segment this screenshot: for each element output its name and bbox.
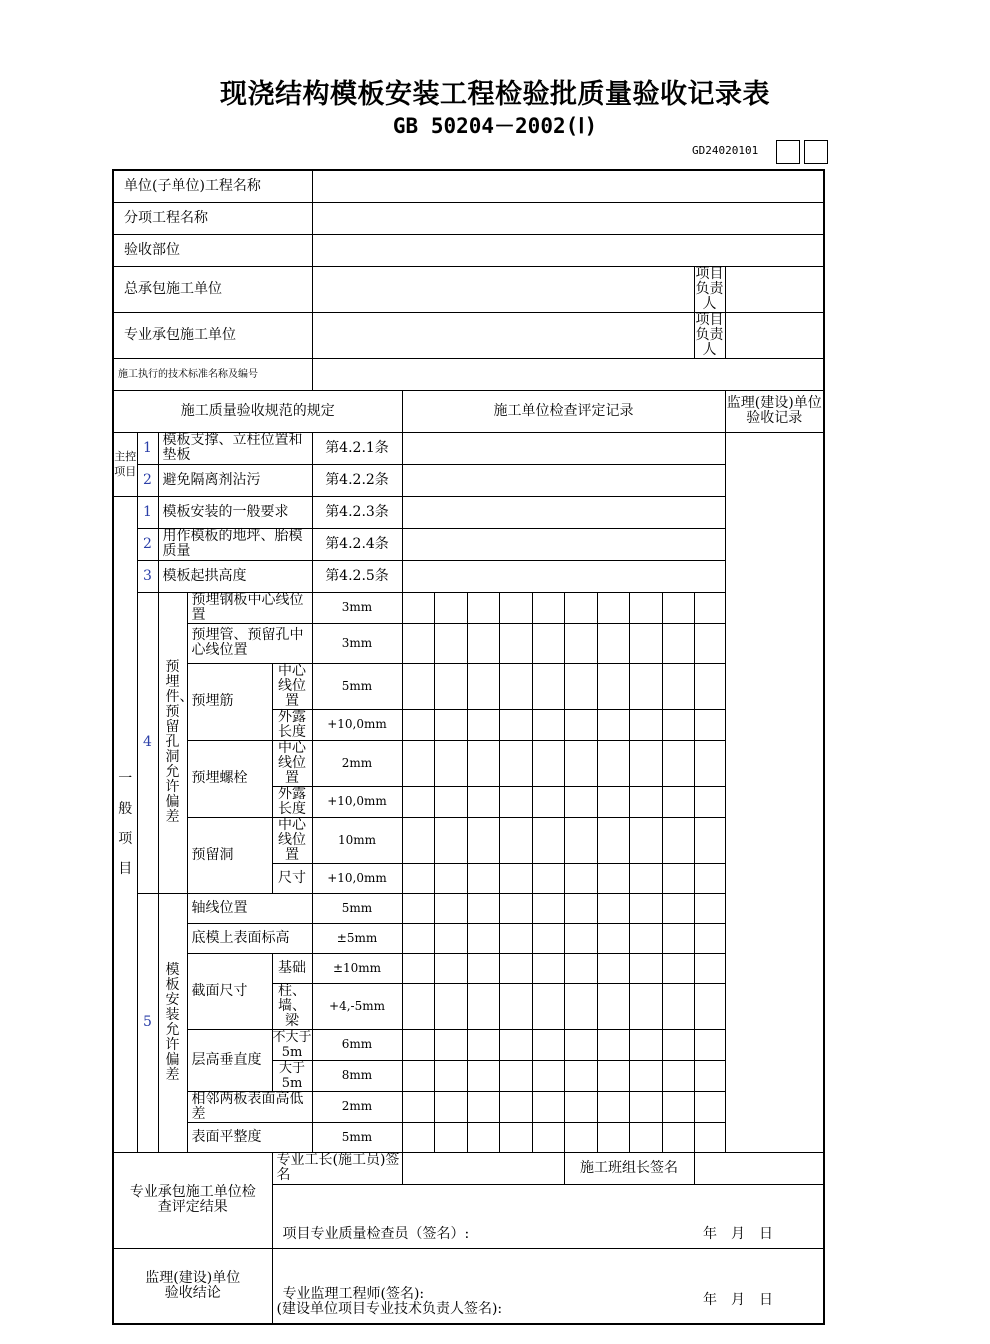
measure-cell[interactable] [467,923,499,953]
unit-project-name-label: 单位(子单位)工程名称 [113,170,312,202]
measure-cell[interactable] [402,709,434,740]
measure-cell[interactable] [597,817,629,863]
measure-cell[interactable] [694,1060,725,1091]
measure-cell[interactable] [564,709,597,740]
measure-cell[interactable] [402,863,434,893]
le5-label: 不大于5m [272,1029,312,1060]
foundation-tol: ±10mm [312,953,402,983]
hole-label: 预留洞 [187,817,272,893]
measure-cell[interactable] [694,740,725,786]
measure-cell[interactable] [597,786,629,817]
code-box-1[interactable] [776,140,800,164]
measure-cell[interactable] [662,1091,694,1122]
measure-cell[interactable] [662,863,694,893]
measure-cell[interactable] [629,863,662,893]
flatness-tol: 5mm [312,1122,402,1152]
bottom-elev-label: 底模上表面标高 [187,923,312,953]
main-item-desc: 模板支撑、立柱位置和垫板 [158,432,312,464]
measure-cell[interactable] [694,592,725,623]
measure-cell[interactable] [434,1091,467,1122]
hole-size-label: 尺寸 [272,863,312,893]
measure-cell[interactable] [532,663,564,709]
measure-cell[interactable] [402,1122,434,1152]
measure-cell[interactable] [499,786,532,817]
measure-cell[interactable] [629,786,662,817]
column-label: 柱、墙、梁 [272,983,312,1029]
measure-cell[interactable] [694,709,725,740]
sub-project-name-field[interactable] [312,202,824,234]
measure-cell[interactable] [662,1060,694,1091]
measure-cell[interactable] [467,786,499,817]
general-item-record[interactable] [402,528,725,560]
measure-cell[interactable] [532,1029,564,1060]
measure-cell[interactable] [402,923,434,953]
measure-cell[interactable] [694,953,725,983]
standard-name-label: 施工执行的技术标准名称及编号 [113,358,312,390]
measure-cell[interactable] [402,786,434,817]
bottom-elev-tol: ±5mm [312,923,402,953]
measure-cell[interactable] [402,740,434,786]
measure-cell[interactable] [597,923,629,953]
measure-cell[interactable] [694,786,725,817]
measure-cell[interactable] [694,817,725,863]
measure-cell[interactable] [564,983,597,1029]
measure-cell[interactable] [532,786,564,817]
measure-cell[interactable] [532,623,564,663]
measure-cell[interactable] [662,709,694,740]
measure-cell[interactable] [402,817,434,863]
measure-cell[interactable] [597,863,629,893]
gt5-tol: 8mm [312,1060,402,1091]
rebar-exposed-label: 外露长度 [272,709,312,740]
measure-cell[interactable] [662,623,694,663]
measure-cell[interactable] [629,592,662,623]
measure-cell[interactable] [597,1029,629,1060]
acceptance-part-label: 验收部位 [113,234,312,266]
measure-cell[interactable] [499,709,532,740]
general-contractor-field[interactable] [312,266,694,312]
quality-inspector-cell[interactable] [272,1184,824,1248]
measure-cell[interactable] [694,1091,725,1122]
measure-cell[interactable] [467,817,499,863]
sub-project-name-label: 分项工程名称 [113,202,312,234]
measure-cell[interactable] [499,663,532,709]
general-item-clause: 第4.2.4条 [312,528,402,560]
special-manager-field[interactable] [725,312,824,358]
bolt-exposed-label: 外露长度 [272,786,312,817]
measure-cell[interactable] [499,863,532,893]
measure-cell[interactable] [434,1060,467,1091]
axis-tol: 5mm [312,893,402,923]
measure-cell[interactable] [434,786,467,817]
measure-cell[interactable] [467,623,499,663]
measure-cell[interactable] [402,893,434,923]
group5-label [158,893,187,1152]
measure-cell[interactable] [434,1122,467,1152]
measure-cell[interactable] [662,953,694,983]
measure-cell[interactable] [532,983,564,1029]
measure-cell[interactable] [597,1122,629,1152]
measure-cell[interactable] [532,592,564,623]
form-code: GD24020101 [692,144,759,157]
team-leader-sign-field[interactable] [694,1152,824,1184]
foreman-sign-field[interactable] [402,1152,564,1184]
general-items-label [113,496,137,1152]
group4-num: 4 [137,592,158,893]
team-leader-sign-label: 施工班组长签名 [564,1152,694,1184]
form-title: 现浇结构模板安装工程检验批质量验收记录表 [220,79,770,110]
measure-cell[interactable] [629,663,662,709]
measure-cell[interactable] [597,983,629,1029]
general-item-num: 3 [137,560,158,592]
measure-cell[interactable] [564,592,597,623]
measure-cell[interactable] [402,983,434,1029]
measure-cell[interactable] [597,1091,629,1122]
measure-cell[interactable] [499,623,532,663]
measure-cell[interactable] [597,740,629,786]
supervisor-record-field[interactable] [725,432,824,1152]
measure-cell[interactable] [499,923,532,953]
measure-cell[interactable] [694,1122,725,1152]
rebar-center-tol: 5mm [312,663,402,709]
supervisor-conclusion-label: 监理(建设)单位验收结论 [113,1248,272,1324]
measure-cell[interactable] [467,709,499,740]
measure-cell[interactable] [434,1029,467,1060]
measure-cell[interactable] [564,786,597,817]
measure-cell[interactable] [434,893,467,923]
measure-cell[interactable] [532,709,564,740]
measure-cell[interactable] [467,1029,499,1060]
hole-size-tol: +10,0mm [312,863,402,893]
measure-cell[interactable] [532,817,564,863]
pipe-label: 预埋管、预留孔中心线位置 [187,623,312,663]
measure-cell[interactable] [402,1060,434,1091]
measure-cell[interactable] [629,740,662,786]
rebar-exposed-tol: +10,0mm [312,709,402,740]
acceptance-part-field[interactable] [312,234,824,266]
general-item-num: 1 [137,496,158,528]
group5-num: 5 [137,893,158,1152]
measure-cell[interactable] [694,893,725,923]
special-manager-label: 项目负责人 [695,311,724,358]
measure-cell[interactable] [564,663,597,709]
measure-cell[interactable] [564,1060,597,1091]
section-label: 截面尺寸 [187,953,272,1029]
measure-cell[interactable] [629,709,662,740]
measure-cell[interactable] [662,1122,694,1152]
measure-cell[interactable] [662,786,694,817]
measure-cell[interactable] [629,1060,662,1091]
measure-cell[interactable] [662,663,694,709]
main-item-clause: 第4.2.1条 [312,432,402,464]
supervisor-header: 监理(建设)单位验收记录 [725,390,824,432]
special-contractor-label: 专业承包施工单位 [113,312,312,358]
general-item-clause: 第4.2.3条 [312,496,402,528]
vertical-label: 层高垂直度 [187,1029,272,1091]
bolt-center-label: 中心线位置 [272,740,312,786]
measure-cell[interactable] [467,863,499,893]
general-item-desc: 模板安装的一般要求 [158,496,312,528]
group4-label [158,592,194,893]
measure-cell[interactable] [499,1122,532,1152]
general-item-desc: 模板起拱高度 [158,560,312,592]
measure-cell[interactable] [694,863,725,893]
rebar-label: 预埋筋 [187,663,272,740]
general-item-record[interactable] [402,496,725,528]
measure-cell[interactable] [629,893,662,923]
measure-cell[interactable] [564,863,597,893]
form-standard: GB 50204－2002(Ⅰ) [392,114,598,138]
measure-cell[interactable] [629,923,662,953]
measure-cell[interactable] [467,663,499,709]
measure-cell[interactable] [597,663,629,709]
group4-label-text: 预埋件、预留孔洞允许偏差 [165,659,194,825]
measure-cell[interactable] [532,740,564,786]
measure-cell[interactable] [532,1091,564,1122]
measure-cell[interactable] [564,1029,597,1060]
engineer-sign-label: 专业监理工程师(签名): [282,1286,425,1302]
measure-cell[interactable] [564,623,597,663]
general-item-clause: 第4.2.5条 [312,560,402,592]
measure-cell[interactable] [662,1029,694,1060]
measure-cell[interactable] [434,923,467,953]
bolt-label: 预埋螺栓 [187,740,272,817]
measure-cell[interactable] [662,893,694,923]
hole-center-tol: 10mm [312,817,402,863]
measure-cell[interactable] [564,817,597,863]
measure-cell[interactable] [402,1091,434,1122]
inspection-form [112,169,825,1325]
measure-cell[interactable] [662,923,694,953]
measure-cell[interactable] [662,592,694,623]
measure-cell[interactable] [402,1029,434,1060]
measure-cell[interactable] [402,592,434,623]
main-item-record[interactable] [402,464,725,496]
measure-cell[interactable] [629,623,662,663]
measure-cell[interactable] [499,740,532,786]
main-item-num: 1 [137,432,158,464]
foreman-sign-label: 专业工长(施工员)签名 [272,1152,402,1184]
measure-cell[interactable] [402,953,434,983]
measure-cell[interactable] [434,663,467,709]
adjacent-tol: 2mm [312,1091,402,1122]
main-item-num: 2 [137,464,158,496]
measure-cell[interactable] [499,592,532,623]
measure-cell[interactable] [597,592,629,623]
measure-cell[interactable] [694,923,725,953]
measure-cell[interactable] [467,953,499,983]
gt5-label: 大于5m [272,1060,312,1091]
measure-cell[interactable] [597,623,629,663]
measure-cell[interactable] [564,893,597,923]
measure-cell[interactable] [694,1029,725,1060]
measure-cell[interactable] [662,817,694,863]
measure-cell[interactable] [597,893,629,923]
measure-cell[interactable] [694,983,725,1029]
adjacent-label: 相邻两板表面高低差 [187,1091,312,1122]
quality-inspector-label: 项目专业质量检查员（签名）: [282,1225,470,1242]
main-item-desc: 避免隔离剂沾污 [158,464,312,496]
measure-cell[interactable] [597,953,629,983]
measure-cell[interactable] [467,740,499,786]
measure-cell[interactable] [467,1122,499,1152]
spec-header: 施工质量验收规范的规定 [113,390,402,432]
measure-cell[interactable] [434,863,467,893]
measure-cell[interactable] [499,817,532,863]
le5-tol: 6mm [312,1029,402,1060]
inspector-date-label: 年 月 日 [703,1225,773,1242]
measure-cell[interactable] [467,893,499,923]
group5-label-text: 模板安装允许偏差 [165,961,180,1083]
measure-cell[interactable] [629,1122,662,1152]
measure-cell[interactable] [532,953,564,983]
unit-project-name-field[interactable] [312,170,824,202]
measure-cell[interactable] [694,663,725,709]
record-header: 施工单位检查评定记录 [402,390,725,432]
measure-cell[interactable] [564,740,597,786]
measure-cell[interactable] [467,983,499,1029]
hole-center-label: 中心线位置 [272,817,312,863]
measure-cell[interactable] [499,1029,532,1060]
measure-cell[interactable] [499,983,532,1029]
general-item-desc: 用作模板的地坪、胎模质量 [158,528,312,560]
measure-cell[interactable] [434,623,467,663]
measure-cell[interactable] [532,863,564,893]
measure-cell[interactable] [694,623,725,663]
measure-cell[interactable] [499,953,532,983]
measure-cell[interactable] [434,709,467,740]
general-item-num: 2 [137,528,158,560]
steel-plate-tol: 3mm [312,592,402,623]
measure-cell[interactable] [564,923,597,953]
measure-cell[interactable] [629,817,662,863]
main-item-clause: 第4.2.2条 [312,464,402,496]
measure-cell[interactable] [629,1091,662,1122]
measure-cell[interactable] [434,983,467,1029]
measure-cell[interactable] [532,893,564,923]
supervisor-date-label: 年 月 日 [703,1292,773,1308]
general-item-record[interactable] [402,560,725,592]
main-items-label: 主控项目 [113,432,137,496]
axis-label: 轴线位置 [187,893,312,923]
measure-cell[interactable] [402,663,434,709]
bolt-exposed-tol: +10,0mm [312,786,402,817]
rebar-center-label: 中心线位置 [272,663,312,709]
steel-plate-label: 预埋钢板中心线位置 [187,592,312,623]
measure-cell[interactable] [564,1091,597,1122]
foundation-label: 基础 [272,953,312,983]
column-tol: +4,-5mm [312,983,402,1029]
measure-cell[interactable] [499,1091,532,1122]
measure-cell[interactable] [597,709,629,740]
owner-sign-label: (建设单位项目专业技术负责人签名): [276,1301,503,1317]
contractor-result-label: 专业承包施工单位检查评定结果 [113,1152,272,1248]
project-manager-label: 项目负责人 [695,265,724,312]
bolt-center-tol: 2mm [312,740,402,786]
measure-cell[interactable] [532,923,564,953]
measure-cell[interactable] [499,1060,532,1091]
supervisor-sign-cell[interactable] [272,1248,824,1324]
measure-cell[interactable] [629,1029,662,1060]
flatness-label: 表面平整度 [187,1122,312,1152]
measure-cell[interactable] [434,592,467,623]
measure-cell[interactable] [629,953,662,983]
general-contractor-label: 总承包施工单位 [113,266,312,312]
measure-cell[interactable] [564,1122,597,1152]
measure-cell[interactable] [434,740,467,786]
measure-cell[interactable] [434,817,467,863]
general-items-label-text: 一般项目 [118,771,133,877]
main-item-record[interactable] [402,432,725,464]
measure-cell[interactable] [434,953,467,983]
measure-cell[interactable] [629,983,662,1029]
code-box-2[interactable] [804,140,828,164]
project-manager-field[interactable] [725,266,824,312]
measure-cell[interactable] [467,1060,499,1091]
measure-cell[interactable] [402,623,434,663]
measure-cell[interactable] [532,1122,564,1152]
measure-cell[interactable] [564,953,597,983]
measure-cell[interactable] [467,1091,499,1122]
measure-cell[interactable] [662,983,694,1029]
measure-cell[interactable] [467,592,499,623]
measure-cell[interactable] [532,1060,564,1091]
measure-cell[interactable] [597,1060,629,1091]
special-contractor-field[interactable] [312,312,694,358]
standard-name-field[interactable] [312,358,824,390]
measure-cell[interactable] [499,893,532,923]
pipe-tol: 3mm [312,623,402,663]
measure-cell[interactable] [662,740,694,786]
